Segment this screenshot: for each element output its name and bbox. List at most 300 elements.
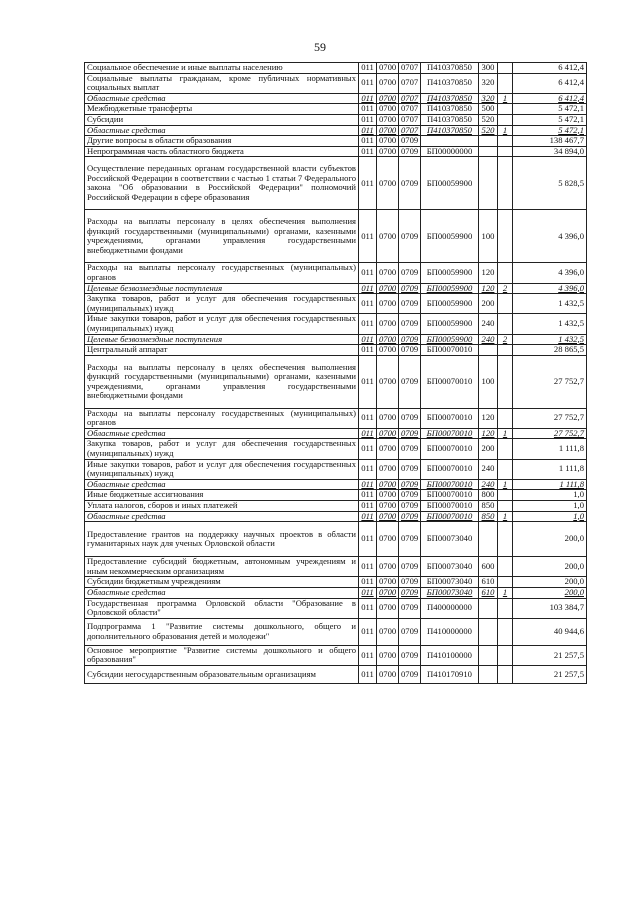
amount-cell: 6 412,4 [513,93,587,104]
section-code-cell: 0700 [377,283,399,294]
table-row [85,501,587,512]
row-name-cell: Основное мероприятие "Развитие системы дошкольного и общего образования" [85,645,359,665]
section-code-cell: 0700 [377,598,399,618]
subsection-code-cell: 0709 [399,294,421,314]
target-article-cell: П410370850 [421,73,479,93]
ministry-code-cell: 011 [359,588,377,599]
table-row [85,263,587,283]
row-name-cell: Областные средства [85,428,359,439]
subsection-code-cell: 0709 [399,522,421,557]
target-article-cell: БП00070010 [421,479,479,490]
subsection-code-cell: 0709 [399,588,421,599]
ministry-code-cell: 011 [359,146,377,157]
ministry-code-cell: 011 [359,490,377,501]
section-code-cell: 0700 [377,511,399,522]
row-name-cell: Областные средства [85,125,359,136]
table-row [85,511,587,522]
target-article-cell [421,136,479,147]
section-code-cell: 0700 [377,439,399,459]
row-name-cell: Иные закупки товаров, работ и услуг для обеспечения государственных (муниципальных) нужд [85,459,359,479]
funding-source-cell: 1 [498,93,513,104]
subsection-code-cell: 0707 [399,73,421,93]
table-body [85,63,587,684]
expense-type-cell [479,522,498,557]
section-code-cell: 0700 [377,408,399,428]
amount-cell: 1 432,5 [513,334,587,345]
expense-type-cell: 520 [479,125,498,136]
subsection-code-cell: 0707 [399,114,421,125]
subsection-code-cell: 0709 [399,355,421,408]
target-article-cell: БП00070010 [421,408,479,428]
subsection-code-cell: 0709 [399,345,421,356]
funding-source-cell [498,598,513,618]
table-row [85,146,587,157]
expense-type-cell: 120 [479,283,498,294]
target-article-cell: БП00059900 [421,157,479,210]
target-article-cell: БП00070010 [421,459,479,479]
target-article-cell: БП00070010 [421,490,479,501]
row-name-cell: Непрограммная часть областного бюджета [85,146,359,157]
subsection-code-cell: 0709 [399,146,421,157]
table-row [85,645,587,665]
section-code-cell: 0700 [377,263,399,283]
row-name-cell: Расходы на выплаты персоналу государственных (муниципальных) органов [85,263,359,283]
section-code-cell: 0700 [377,157,399,210]
expense-type-cell [479,136,498,147]
amount-cell: 5 472,1 [513,114,587,125]
amount-cell: 1 111,8 [513,459,587,479]
row-name-cell: Другие вопросы в области образования [85,136,359,147]
section-code-cell: 0700 [377,210,399,263]
amount-cell: 1 111,8 [513,479,587,490]
expense-type-cell [479,345,498,356]
subsection-code-cell: 0709 [399,511,421,522]
table-row [85,490,587,501]
section-code-cell: 0700 [377,459,399,479]
expense-type-cell: 600 [479,557,498,577]
ministry-code-cell: 011 [359,93,377,104]
ministry-code-cell: 011 [359,557,377,577]
subsection-code-cell: 0709 [399,263,421,283]
section-code-cell: 0700 [377,73,399,93]
row-name-cell: Целевые безвозмездные поступления [85,334,359,345]
amount-cell: 1,0 [513,511,587,522]
section-code-cell: 0700 [377,93,399,104]
expense-type-cell: 850 [479,511,498,522]
target-article-cell: БП00059900 [421,334,479,345]
subsection-code-cell: 0709 [399,283,421,294]
row-name-cell: Областные средства [85,93,359,104]
row-name-cell: Предоставление грантов на поддержку научных проектов в области гуманитарных наук для ученых Орловской области [85,522,359,557]
row-name-cell: Закупка товаров, работ и услуг для обеспечения государственных (муниципальных) нужд [85,439,359,459]
row-name-cell: Субсидии негосударственным образовательным организациям [85,665,359,683]
funding-source-cell [498,210,513,263]
expense-type-cell: 320 [479,93,498,104]
target-article-cell: П410100000 [421,645,479,665]
amount-cell: 21 257,5 [513,645,587,665]
funding-source-cell [498,665,513,683]
section-code-cell: 0700 [377,588,399,599]
subsection-code-cell: 0707 [399,104,421,115]
amount-cell: 1,0 [513,490,587,501]
amount-cell: 1,0 [513,501,587,512]
amount-cell: 6 412,4 [513,73,587,93]
ministry-code-cell: 011 [359,283,377,294]
amount-cell: 5 472,1 [513,125,587,136]
funding-source-cell [498,618,513,645]
target-article-cell: БП00070010 [421,355,479,408]
amount-cell: 200,0 [513,588,587,599]
amount-cell: 40 944,6 [513,618,587,645]
amount-cell: 200,0 [513,577,587,588]
table-row [85,408,587,428]
section-code-cell: 0700 [377,479,399,490]
amount-cell: 1 432,5 [513,314,587,334]
section-code-cell: 0700 [377,136,399,147]
funding-source-cell [498,157,513,210]
row-name-cell: Государственная программа Орловской области "Образование в Орловской области" [85,598,359,618]
target-article-cell: БП00000000 [421,146,479,157]
table-row [85,588,587,599]
funding-source-cell [498,557,513,577]
funding-source-cell [498,294,513,314]
row-name-cell: Областные средства [85,588,359,599]
subsection-code-cell: 0709 [399,314,421,334]
section-code-cell: 0700 [377,104,399,115]
expense-type-cell [479,157,498,210]
funding-source-cell [498,136,513,147]
section-code-cell: 0700 [377,314,399,334]
table-row [85,125,587,136]
funding-source-cell [498,263,513,283]
subsection-code-cell: 0709 [399,136,421,147]
subsection-code-cell: 0709 [399,618,421,645]
table-row [85,598,587,618]
table-row [85,294,587,314]
subsection-code-cell: 0707 [399,63,421,74]
row-name-cell: Областные средства [85,511,359,522]
ministry-code-cell: 011 [359,73,377,93]
ministry-code-cell: 011 [359,136,377,147]
expense-type-cell: 320 [479,73,498,93]
section-code-cell: 0700 [377,63,399,74]
amount-cell: 21 257,5 [513,665,587,683]
funding-source-cell: 1 [498,511,513,522]
expense-type-cell: 200 [479,294,498,314]
target-article-cell: БП00059900 [421,283,479,294]
funding-source-cell [498,645,513,665]
expense-type-cell: 100 [479,355,498,408]
target-article-cell: БП00073040 [421,522,479,557]
page-number: 59 [314,40,326,54]
section-code-cell: 0700 [377,665,399,683]
section-code-cell: 0700 [377,294,399,314]
subsection-code-cell: 0709 [399,598,421,618]
table-row [85,557,587,577]
section-code-cell: 0700 [377,125,399,136]
amount-cell: 4 396,0 [513,283,587,294]
table-row [85,355,587,408]
row-name-cell: Субсидии бюджетным учреждениям [85,577,359,588]
subsection-code-cell: 0709 [399,479,421,490]
ministry-code-cell: 011 [359,125,377,136]
target-article-cell: П410370850 [421,104,479,115]
target-article-cell: БП00070010 [421,439,479,459]
funding-source-cell [498,314,513,334]
expense-type-cell [479,146,498,157]
amount-cell: 5 472,1 [513,104,587,115]
row-name-cell: Межбюджетные трансферты [85,104,359,115]
expense-type-cell: 610 [479,577,498,588]
funding-source-cell [498,355,513,408]
expense-type-cell: 520 [479,114,498,125]
table-row [85,665,587,683]
funding-source-cell [498,490,513,501]
funding-source-cell [498,439,513,459]
expense-type-cell: 300 [479,63,498,74]
subsection-code-cell: 0709 [399,665,421,683]
subsection-code-cell: 0709 [399,428,421,439]
section-code-cell: 0700 [377,577,399,588]
table-row [85,210,587,263]
subsection-code-cell: 0709 [399,459,421,479]
ministry-code-cell: 011 [359,294,377,314]
target-article-cell: П410370850 [421,125,479,136]
subsection-code-cell: 0709 [399,439,421,459]
ministry-code-cell: 011 [359,511,377,522]
row-name-cell: Расходы на выплаты персоналу в целях обеспечения выполнения функций государственными (муниципальными) органами, казенными учреждениями, органами управления государственными внебюджетными фондами [85,210,359,263]
table-row [85,93,587,104]
row-name-cell: Предоставление субсидий бюджетным, автономным учреждениям и иным некоммерческим организациям [85,557,359,577]
subsection-code-cell: 0707 [399,93,421,104]
ministry-code-cell: 011 [359,345,377,356]
expense-type-cell [479,618,498,645]
ministry-code-cell: 011 [359,577,377,588]
funding-source-cell [498,408,513,428]
amount-cell: 200,0 [513,557,587,577]
target-article-cell: БП00059900 [421,263,479,283]
amount-cell: 103 384,7 [513,598,587,618]
ministry-code-cell: 011 [359,334,377,345]
section-code-cell: 0700 [377,522,399,557]
amount-cell: 4 396,0 [513,263,587,283]
target-article-cell: П410370850 [421,93,479,104]
expense-type-cell: 240 [479,314,498,334]
funding-source-cell: 1 [498,125,513,136]
expense-type-cell [479,665,498,683]
row-name-cell: Иные бюджетные ассигнования [85,490,359,501]
row-name-cell: Субсидии [85,114,359,125]
target-article-cell: БП00073040 [421,577,479,588]
ministry-code-cell: 011 [359,408,377,428]
section-code-cell: 0700 [377,345,399,356]
target-article-cell: П410000000 [421,618,479,645]
amount-cell: 5 828,5 [513,157,587,210]
row-name-cell: Центральный аппарат [85,345,359,356]
section-code-cell: 0700 [377,501,399,512]
target-article-cell: БП00070010 [421,501,479,512]
section-code-cell: 0700 [377,428,399,439]
row-name-cell: Социальное обеспечение и иные выплаты населению [85,63,359,74]
funding-source-cell [498,73,513,93]
budget-table [84,62,587,684]
table-row [85,577,587,588]
amount-cell: 34 894,0 [513,146,587,157]
target-article-cell: П410370850 [421,63,479,74]
table-row [85,73,587,93]
table-row [85,157,587,210]
funding-source-cell: 1 [498,479,513,490]
section-code-cell: 0700 [377,355,399,408]
expense-type-cell: 120 [479,408,498,428]
expense-type-cell [479,598,498,618]
funding-source-cell [498,345,513,356]
expense-type-cell: 240 [479,459,498,479]
subsection-code-cell: 0709 [399,557,421,577]
section-code-cell: 0700 [377,490,399,501]
amount-cell: 27 752,7 [513,355,587,408]
subsection-code-cell: 0709 [399,501,421,512]
subsection-code-cell: 0709 [399,157,421,210]
table-row [85,283,587,294]
funding-source-cell [498,501,513,512]
funding-source-cell [498,114,513,125]
funding-source-cell [498,63,513,74]
row-name-cell: Осуществление переданных органам государственной власти субъектов Российской Федерации в соответствии с частью 1 статьи 7 Федерального закона "Об образовании в Российской Федерации" полномочий Российской Федерации в сфере образования [85,157,359,210]
funding-source-cell [498,459,513,479]
expense-type-cell: 800 [479,490,498,501]
row-name-cell: Уплата налогов, сборов и иных платежей [85,501,359,512]
target-article-cell: БП00070010 [421,511,479,522]
row-name-cell: Закупка товаров, работ и услуг для обеспечения государственных (муниципальных) нужд [85,294,359,314]
ministry-code-cell: 011 [359,439,377,459]
amount-cell: 28 865,5 [513,345,587,356]
funding-source-cell [498,522,513,557]
section-code-cell: 0700 [377,334,399,345]
row-name-cell: Подпрограмма 1 "Развитие системы дошкольного, общего и дополнительного образования детей и молодежи" [85,618,359,645]
target-article-cell: БП00070010 [421,345,479,356]
amount-cell: 6 412,4 [513,63,587,74]
row-name-cell: Областные средства [85,479,359,490]
target-article-cell: БП00070010 [421,428,479,439]
section-code-cell: 0700 [377,557,399,577]
ministry-code-cell: 011 [359,459,377,479]
section-code-cell: 0700 [377,114,399,125]
table-row [85,522,587,557]
subsection-code-cell: 0709 [399,645,421,665]
ministry-code-cell: 011 [359,314,377,334]
ministry-code-cell: 011 [359,428,377,439]
ministry-code-cell: 011 [359,522,377,557]
row-name-cell: Целевые безвозмездные поступления [85,283,359,294]
row-name-cell: Расходы на выплаты персоналу государственных (муниципальных) органов [85,408,359,428]
amount-cell: 4 396,0 [513,210,587,263]
funding-source-cell [498,146,513,157]
ministry-code-cell: 011 [359,618,377,645]
table-row [85,314,587,334]
subsection-code-cell: 0707 [399,125,421,136]
table-row [85,345,587,356]
target-article-cell: П410170910 [421,665,479,683]
expense-type-cell: 120 [479,263,498,283]
ministry-code-cell: 011 [359,210,377,263]
funding-source-cell: 1 [498,588,513,599]
subsection-code-cell: 0709 [399,210,421,263]
ministry-code-cell: 011 [359,501,377,512]
funding-source-cell: 2 [498,334,513,345]
table-row [85,428,587,439]
subsection-code-cell: 0709 [399,334,421,345]
target-article-cell: БП00073040 [421,588,479,599]
amount-cell: 27 752,7 [513,408,587,428]
amount-cell: 200,0 [513,522,587,557]
funding-source-cell [498,577,513,588]
subsection-code-cell: 0709 [399,408,421,428]
subsection-code-cell: 0709 [399,490,421,501]
row-name-cell: Социальные выплаты гражданам, кроме публичных нормативных социальных выплат [85,73,359,93]
amount-cell: 1 111,8 [513,439,587,459]
subsection-code-cell: 0709 [399,577,421,588]
ministry-code-cell: 011 [359,665,377,683]
expense-type-cell: 200 [479,439,498,459]
ministry-code-cell: 011 [359,598,377,618]
amount-cell: 27 752,7 [513,428,587,439]
ministry-code-cell: 011 [359,645,377,665]
target-article-cell: П410370850 [421,114,479,125]
table-row [85,114,587,125]
row-name-cell: Расходы на выплаты персоналу в целях обеспечения выполнения функций государственными (муниципальными) органами, казенными учреждениями, органами управления государственными внебюджетными фондами [85,355,359,408]
funding-source-cell [498,104,513,115]
expense-type-cell: 240 [479,334,498,345]
amount-cell: 138 467,7 [513,136,587,147]
ministry-code-cell: 011 [359,479,377,490]
target-article-cell: БП00059900 [421,314,479,334]
table-row [85,334,587,345]
target-article-cell: БП00059900 [421,210,479,263]
section-code-cell: 0700 [377,618,399,645]
row-name-cell: Иные закупки товаров, работ и услуг для обеспечения государственных (муниципальных) нужд [85,314,359,334]
table-row [85,104,587,115]
target-article-cell: БП00073040 [421,557,479,577]
table-row [85,136,587,147]
expense-type-cell: 120 [479,428,498,439]
target-article-cell: П400000000 [421,598,479,618]
ministry-code-cell: 011 [359,355,377,408]
table-row [85,459,587,479]
ministry-code-cell: 011 [359,114,377,125]
table-row [85,439,587,459]
section-code-cell: 0700 [377,645,399,665]
section-code-cell: 0700 [377,146,399,157]
table-row [85,618,587,645]
amount-cell: 1 432,5 [513,294,587,314]
expense-type-cell: 500 [479,104,498,115]
expense-type-cell: 610 [479,588,498,599]
ministry-code-cell: 011 [359,157,377,210]
ministry-code-cell: 011 [359,104,377,115]
ministry-code-cell: 011 [359,263,377,283]
expense-type-cell: 100 [479,210,498,263]
target-article-cell: БП00059900 [421,294,479,314]
expense-type-cell [479,645,498,665]
table-row [85,63,587,74]
funding-source-cell: 2 [498,283,513,294]
expense-type-cell: 240 [479,479,498,490]
funding-source-cell: 1 [498,428,513,439]
table-row [85,479,587,490]
ministry-code-cell: 011 [359,63,377,74]
expense-type-cell: 850 [479,501,498,512]
